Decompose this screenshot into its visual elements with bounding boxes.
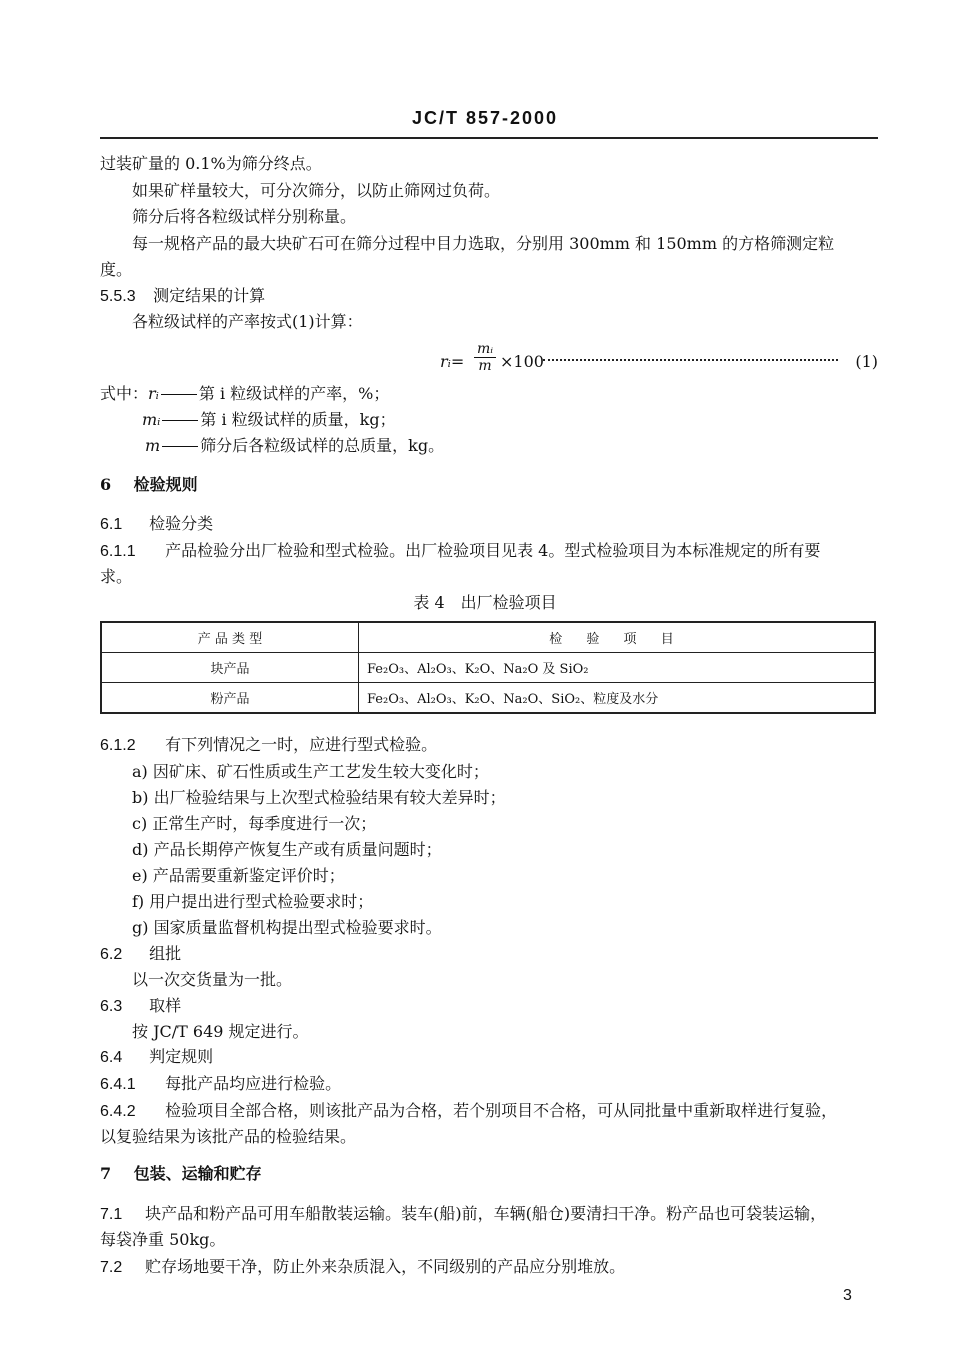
formula-rhs: ×100 bbox=[500, 352, 544, 371]
text-line: 过装矿量的 0.1%为筛分终点。 bbox=[100, 154, 322, 173]
heading-5-5-3 bbox=[100, 285, 265, 308]
list-item: d) 产品长期停产恢复生产或有质量问题时； bbox=[132, 840, 442, 859]
variable-definition bbox=[142, 409, 396, 431]
table-cell: 粉产品 bbox=[101, 683, 359, 714]
text-line: 按 JC/T 649 规定进行。 bbox=[132, 1022, 309, 1041]
paragraph-6-1-1 bbox=[100, 540, 820, 563]
em-dash bbox=[162, 420, 198, 421]
heading-number: 6.2 bbox=[100, 946, 123, 963]
paragraph-text: 有下列情况之一时，应进行型式检验。 bbox=[165, 735, 438, 754]
equation-number: (1) bbox=[855, 352, 878, 371]
formula-fraction bbox=[474, 341, 496, 374]
variable-symbol: rᵢ bbox=[148, 384, 159, 403]
variable-prefix: 式中： bbox=[100, 384, 149, 403]
paragraph-number: 6.4.2 bbox=[100, 1103, 136, 1120]
text-line: 度。 bbox=[100, 260, 133, 279]
heading-number: 6.4 bbox=[100, 1049, 123, 1066]
heading-text: 检验分类 bbox=[149, 514, 214, 533]
text-line: 每袋净重 50kg。 bbox=[100, 1230, 226, 1249]
heading-number: 7 bbox=[100, 1164, 112, 1183]
paragraph-text: 每批产品均应进行检验。 bbox=[165, 1074, 342, 1093]
table-cell: Fe₂O₃、Al₂O₃、K₂O、Na₂O 及 SiO₂ bbox=[359, 653, 876, 683]
heading-text: 取样 bbox=[149, 996, 182, 1015]
header-rule bbox=[100, 137, 878, 139]
variable-definition bbox=[100, 383, 389, 405]
heading-text: 判定规则 bbox=[149, 1047, 214, 1066]
table-cell: 块产品 bbox=[101, 653, 359, 683]
text-line: 以复验结果为该批产品的检验结果。 bbox=[100, 1127, 357, 1146]
variable-symbol: m bbox=[145, 436, 161, 455]
heading-6-1 bbox=[100, 513, 213, 536]
table-header-row bbox=[101, 622, 875, 653]
heading-6-2 bbox=[100, 943, 181, 966]
heading-text: 检验规则 bbox=[133, 475, 198, 494]
heading-text: 包装、运输和贮存 bbox=[133, 1164, 262, 1183]
heading-number: 5.5.3 bbox=[100, 288, 136, 305]
heading-6-4 bbox=[100, 1046, 213, 1069]
formula-1 bbox=[440, 341, 878, 375]
list-item: g) 国家质量监督机构提出型式检验要求时。 bbox=[132, 918, 442, 937]
column-header-inspection-items: 检 验 项 目 bbox=[359, 622, 876, 653]
text-line: 如果矿样量较大，可分次筛分，以防止筛网过负荷。 bbox=[132, 181, 501, 200]
em-dash bbox=[162, 446, 198, 447]
heading-text: 组批 bbox=[149, 944, 182, 963]
list-item: e) 产品需要重新鉴定评价时； bbox=[132, 866, 345, 885]
table-row bbox=[101, 683, 875, 714]
paragraph-number: 6.4.1 bbox=[100, 1076, 136, 1093]
paragraph-text: 贮存场地要干净，防止外来杂质混入，不同级别的产品应分别堆放。 bbox=[145, 1257, 626, 1276]
formula-denominator: m bbox=[478, 358, 492, 374]
variable-desc: 第 i 粒级试样的产率，%； bbox=[198, 384, 390, 403]
standard-code-header: JC/T 857-2000 bbox=[411, 108, 559, 128]
em-dash bbox=[161, 394, 197, 395]
list-item: c) 正常生产时，每季度进行一次； bbox=[132, 814, 377, 833]
list-item: a) 因矿床、矿石性质或生产工艺发生较大变化时； bbox=[132, 762, 489, 781]
heading-number: 6.3 bbox=[100, 998, 123, 1015]
heading-6 bbox=[100, 474, 198, 496]
heading-6-3 bbox=[100, 995, 181, 1018]
column-header-product-type: 产 品 类 型 bbox=[101, 622, 359, 653]
formula-lhs: rᵢ= bbox=[440, 352, 465, 371]
text-line: 以一次交货量为一批。 bbox=[132, 970, 293, 989]
paragraph-number: 6.1.2 bbox=[100, 737, 136, 754]
paragraph-number: 7.2 bbox=[100, 1259, 123, 1276]
paragraph-text: 产品检验分出厂检验和型式检验。出厂检验项目见表 4。型式检验项目为本标准规定的所有要 bbox=[165, 541, 821, 560]
paragraph-7-1 bbox=[100, 1203, 826, 1226]
text-line: 筛分后将各粒级试样分别称量。 bbox=[132, 207, 357, 226]
variable-definition bbox=[145, 435, 444, 457]
heading-number: 6.1 bbox=[100, 516, 123, 533]
table-cell: Fe₂O₃、Al₂O₃、K₂O、Na₂O、SiO₂、粒度及水分 bbox=[359, 683, 876, 714]
formula-leader-dots bbox=[543, 349, 838, 361]
table-caption: 表 4 出厂检验项目 bbox=[413, 593, 557, 612]
paragraph-7-2 bbox=[100, 1256, 625, 1279]
list-item: f) 用户提出进行型式检验要求时； bbox=[132, 892, 374, 911]
text-line: 各粒级试样的产率按式(1)计算： bbox=[132, 312, 363, 331]
inspection-items-table bbox=[100, 621, 876, 714]
list-item: b) 出厂检验结果与上次型式检验结果有较大差异时； bbox=[132, 788, 506, 807]
variable-symbol: mᵢ bbox=[142, 410, 161, 429]
paragraph-6-1-2 bbox=[100, 734, 437, 757]
paragraph-number: 6.1.1 bbox=[100, 543, 136, 560]
paragraph-number: 7.1 bbox=[100, 1206, 123, 1223]
text-line: 求。 bbox=[100, 567, 133, 586]
heading-7 bbox=[100, 1163, 262, 1185]
formula-numerator: mᵢ bbox=[474, 341, 496, 358]
paragraph-6-4-2 bbox=[100, 1100, 837, 1123]
variable-desc: 第 i 粒级试样的质量，kg； bbox=[200, 410, 396, 429]
paragraph-text: 块产品和粉产品可用车船散装运输。装车(船)前，车辆(船仓)要清扫干净。粉产品也可袋装运输， bbox=[145, 1204, 827, 1223]
variable-desc: 筛分后各粒级试样的总质量，kg。 bbox=[200, 436, 445, 455]
text-line: 每一规格产品的最大块矿石可在筛分过程中目力选取，分别用 300mm 和 150mm 的方格筛测定粒 bbox=[132, 234, 835, 253]
page-number: 3 bbox=[843, 1287, 852, 1304]
table-row bbox=[101, 653, 875, 683]
paragraph-text: 检验项目全部合格，则该批产品为合格，若个别项目不合格，可从同批量中重新取样进行复验， bbox=[165, 1101, 838, 1120]
heading-text: 测定结果的计算 bbox=[153, 286, 266, 305]
paragraph-6-4-1 bbox=[100, 1073, 341, 1096]
heading-number: 6 bbox=[100, 475, 112, 494]
